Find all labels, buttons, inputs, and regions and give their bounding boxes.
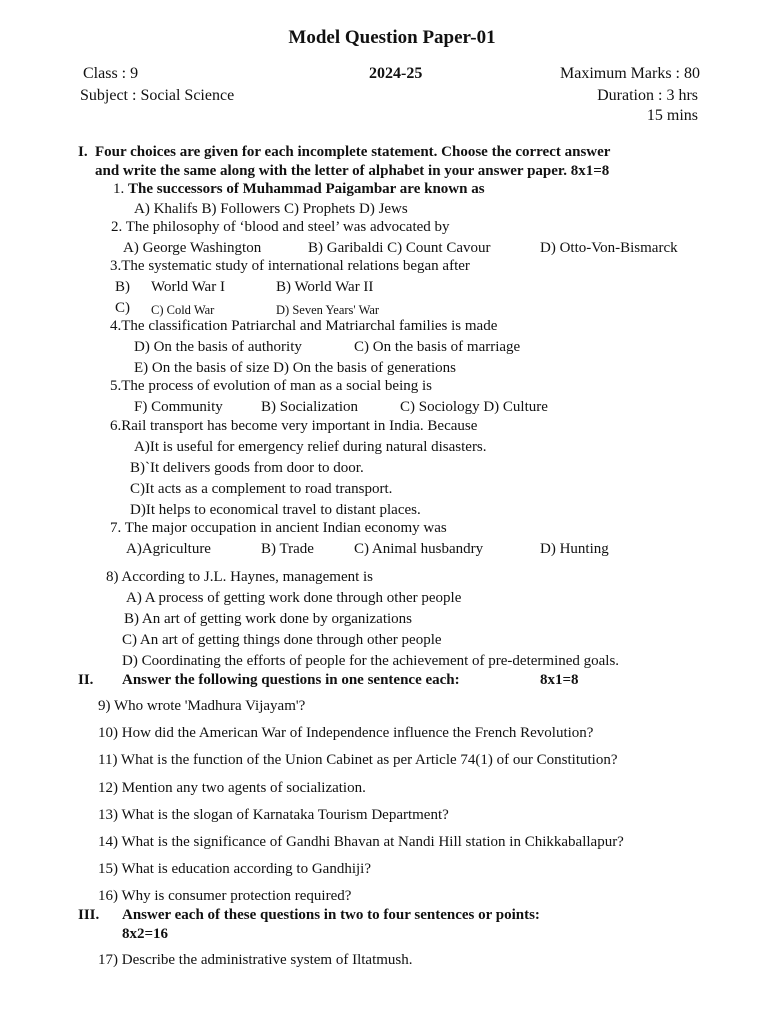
question-8-option-a: A) A process of getting work done through other people xyxy=(126,590,462,606)
question-5-text: 5.The process of evolution of man as a social being is xyxy=(110,378,433,394)
section-2-instruction: Answer the following questions in one sentence each: xyxy=(122,672,460,688)
class-label: Class : 9 xyxy=(83,65,139,82)
question-7-option-b: B) Trade xyxy=(261,541,314,557)
duration-label: Duration : 3 hrs xyxy=(597,87,698,104)
question-6-option-b: B)`It delivers goods from door to door. xyxy=(130,460,364,476)
question-5-options-cd: C) Sociology D) Culture xyxy=(400,399,548,415)
question-4-option-authority: D) On the basis of authority xyxy=(134,339,302,355)
question-3-option-c: C) Cold War xyxy=(151,303,215,317)
question-7-text: 7. The major occupation in ancient Indian economy was xyxy=(110,520,447,536)
duration-extra: 15 mins xyxy=(646,107,698,124)
question-2-option-d: D) Otto-Von-Bismarck xyxy=(540,240,678,256)
question-7-option-c: C) Animal husbandry xyxy=(354,541,484,557)
question-2-options-bc: B) Garibaldi C) Count Cavour xyxy=(308,240,491,256)
question-8-text: 8) According to J.L. Haynes, management is xyxy=(106,569,374,585)
question-2-text: 2. The philosophy of ‘blood and steel’ was advocated by xyxy=(111,219,450,235)
page-title: Model Question Paper-01 xyxy=(288,27,496,48)
question-15: 15) What is education according to Gandhiji? xyxy=(98,861,371,877)
question-16: 16) Why is consumer protection required? xyxy=(98,888,352,904)
section-3-marks: 8x2=16 xyxy=(122,926,169,942)
subject-label: Subject : Social Science xyxy=(80,87,235,104)
section-1-instruction-line-1: Four choices are given for each incomplete statement. Choose the correct answer xyxy=(95,144,611,160)
question-11: 11) What is the function of the Union Cabinet as per Article 74(1) of our Constitution? xyxy=(98,752,618,768)
question-8-option-b: B) An art of getting work done by organizations xyxy=(124,611,413,627)
question-14: 14) What is the significance of Gandhi Bhavan at Nandi Hill station in Chikkaballapur? xyxy=(98,834,624,850)
question-4-text: 4.The classification Patriarchal and Matriarchal families is made xyxy=(110,318,498,334)
question-2-option-a: A) George Washington xyxy=(123,240,262,256)
question-6-text: 6.Rail transport has become very important in India. Because xyxy=(110,418,478,434)
question-4-option-marriage: C) On the basis of marriage xyxy=(354,339,521,355)
question-3-option-a: World War I xyxy=(151,279,225,295)
question-9: 9) Who wrote 'Madhura Vijayam'? xyxy=(98,698,306,714)
question-6-option-c: C)It acts as a complement to road transport. xyxy=(130,481,393,497)
question-1-options: A) Khalifs B) Followers C) Prophets D) Jews xyxy=(134,201,408,217)
question-13: 13) What is the slogan of Karnataka Tourism Department? xyxy=(98,807,449,823)
question-7-option-a: A)Agriculture xyxy=(126,541,211,557)
question-1-text: The successors of Muhammad Paigambar are known as xyxy=(128,181,485,197)
question-4-options-row-2: E) On the basis of size D) On the basis of generations xyxy=(134,360,457,376)
section-1-numeral: I. xyxy=(78,144,88,160)
question-3-option-label-b: B) xyxy=(115,279,130,295)
maximum-marks: Maximum Marks : 80 xyxy=(560,65,700,82)
question-3-option-d: D) Seven Years' War xyxy=(276,303,380,317)
question-7-option-d: D) Hunting xyxy=(540,541,609,557)
question-1-number: 1. xyxy=(113,181,128,197)
section-3-numeral: III. xyxy=(78,907,100,923)
question-8-option-d: D) Coordinating the efforts of people for the achievement of pre-determined goals. xyxy=(122,653,620,669)
question-3-text: 3.The systematic study of international relations began after xyxy=(110,258,470,274)
section-3-instruction: Answer each of these questions in two to four sentences or points: xyxy=(122,907,540,923)
section-2-numeral: II. xyxy=(78,672,94,688)
section-2-marks: 8x1=8 xyxy=(540,672,579,688)
question-5-option-b: B) Socialization xyxy=(261,399,359,415)
question-6-option-a: A)It is useful for emergency relief during natural disasters. xyxy=(134,439,487,455)
question-3-option-b: B) World War II xyxy=(276,279,374,295)
question-10: 10) How did the American War of Independence influence the French Revolution? xyxy=(98,725,594,741)
academic-year: 2024-25 xyxy=(369,65,423,82)
question-6-option-d: D)It helps to economical travel to distant places. xyxy=(130,502,421,518)
section-1-instruction-line-2: and write the same along with the letter of alphabet in your answer paper. 8x1=8 xyxy=(95,163,610,179)
question-17: 17) Describe the administrative system of Iltatmush. xyxy=(98,952,413,968)
question-8-option-c: C) An art of getting things done through other people xyxy=(122,632,442,648)
question-12: 12) Mention any two agents of socialization. xyxy=(98,780,366,796)
question-5-option-a: F) Community xyxy=(134,399,223,415)
question-1 xyxy=(113,180,485,198)
question-3-option-label-c: C) xyxy=(115,300,130,316)
